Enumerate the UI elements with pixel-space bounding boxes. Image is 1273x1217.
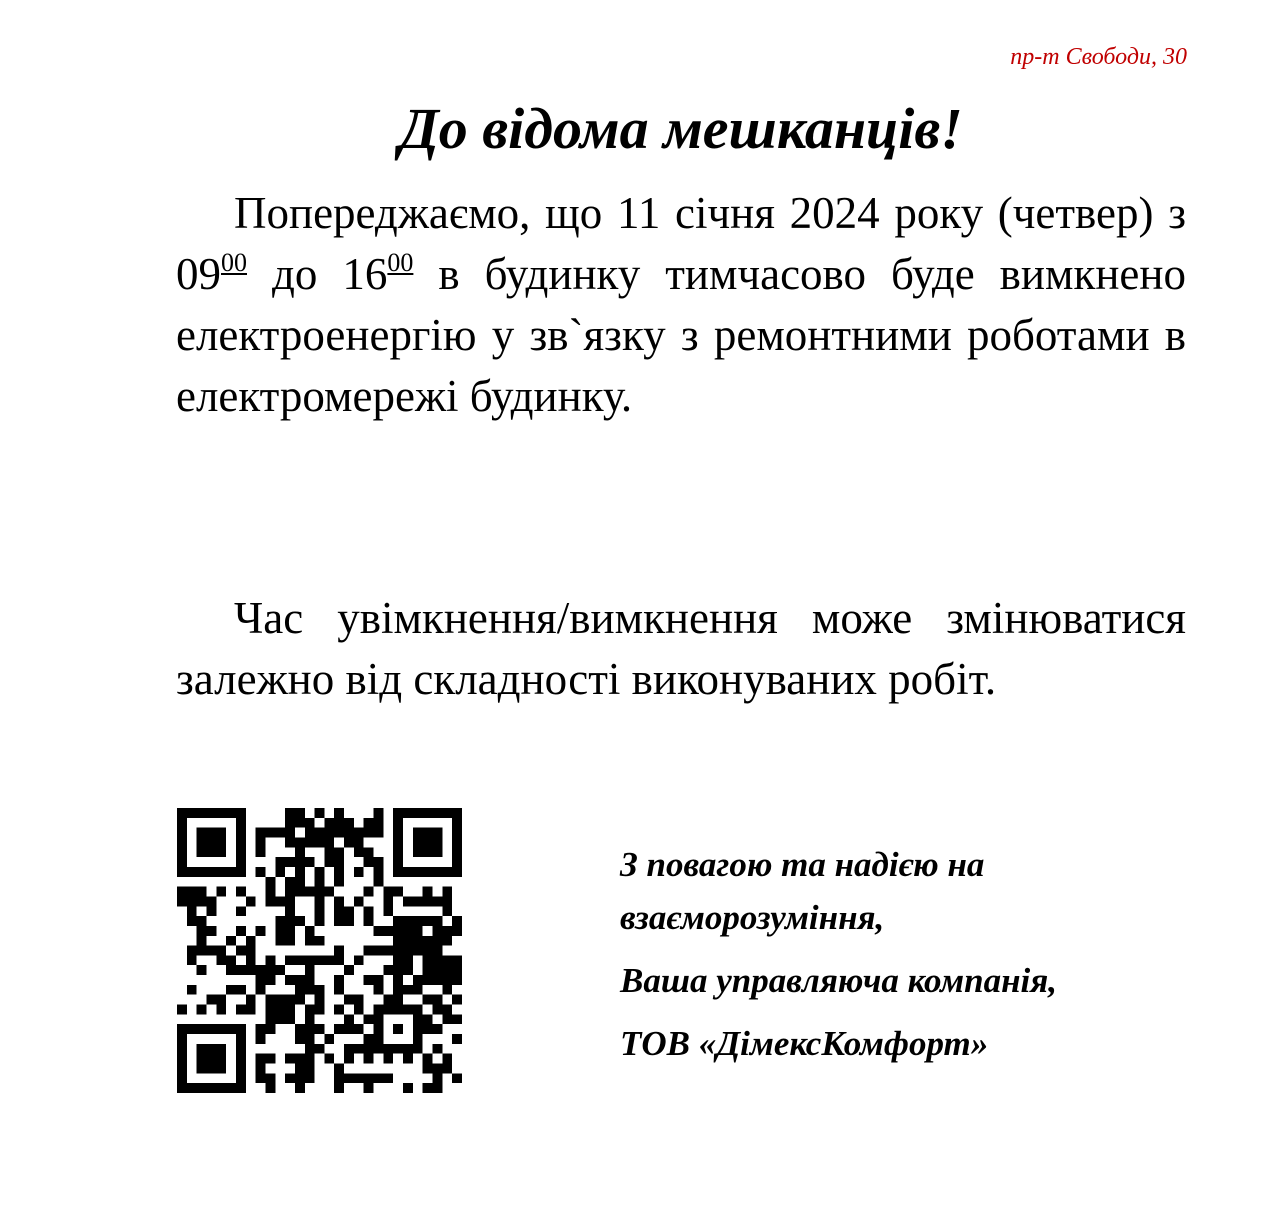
notice-paragraph-outage <box>176 183 1186 427</box>
notice-paragraph-time-change: Час увімкнення/вимкнення може змінюватися залежно від складності виконуваних робіт. <box>176 593 1186 704</box>
notice-title: До відома мешканців! <box>399 96 963 161</box>
signature-company-name: ТОВ «ДімексКомфорт» <box>620 1024 989 1063</box>
signature-company-intro: Ваша управляюча компанія, <box>620 961 1058 1000</box>
start-time-minutes: 00 <box>221 248 247 277</box>
address-label: пр-т Свободи, 30 <box>1010 44 1187 70</box>
notice-text-end: в будинку тимчасово буде вимкнено електроенергію у зв`язку з ремонтними роботами в електромережі будинку. <box>176 249 1186 421</box>
qr-code-icon <box>177 808 462 1093</box>
end-time-minutes: 00 <box>387 248 414 277</box>
notice-text-start: Попереджаємо, що 11 січня 2024 року (четвер) з 09 <box>176 188 1186 299</box>
signature-block <box>620 838 1180 1070</box>
notice-text-until: до 16 <box>247 249 388 299</box>
signature-regards: З повагою та надією на взаєморозуміння, <box>620 845 985 937</box>
